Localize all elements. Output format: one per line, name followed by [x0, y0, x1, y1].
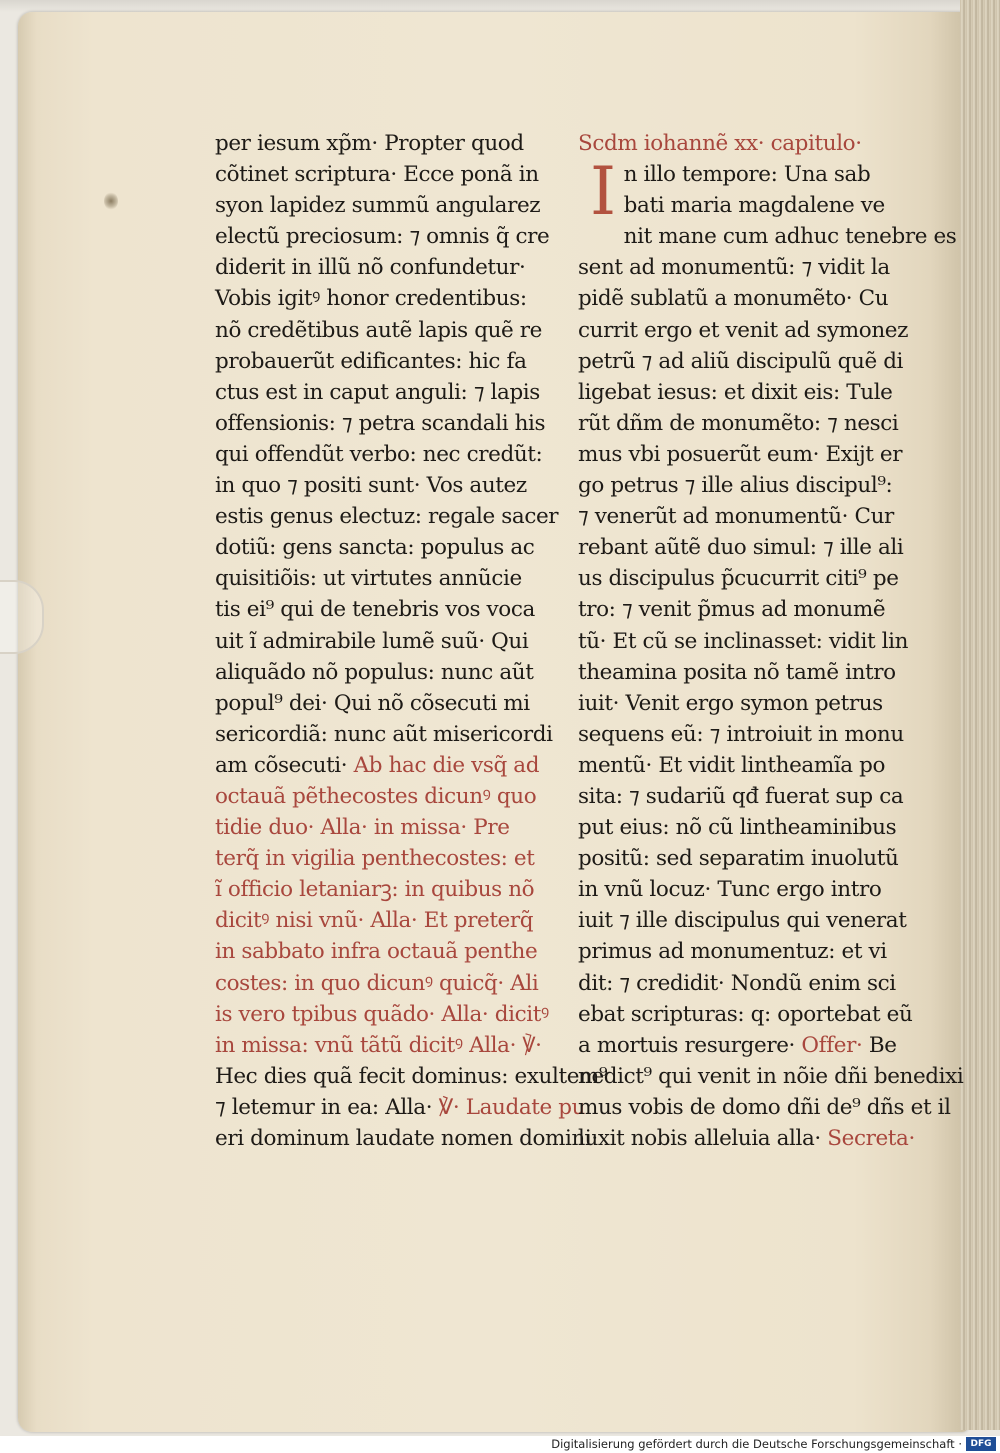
line-text: am cõsecuti· — [215, 752, 348, 778]
right-column-line — [578, 626, 928, 657]
line-text: ĩ officio letaniarꝫ: in quibus nõ — [215, 877, 535, 903]
left-column-line — [215, 315, 565, 346]
right-column-line — [578, 719, 928, 750]
line-text: rũt dñm de monumẽto: ⁊ nesci — [578, 410, 899, 436]
right-column-line — [578, 563, 928, 594]
line-text: ⁊ venerũt ad monumentũ· Cur — [578, 504, 894, 530]
line-text: pidẽ sublatũ a monumẽto· Cu — [578, 286, 889, 312]
line-text: nõ credẽtibus autẽ lapis quẽ re — [215, 317, 542, 343]
left-column-line — [215, 439, 565, 470]
line-text: ebat scripturas: q: oportebat eũ — [578, 1001, 913, 1027]
line-text: per iesum xp̃m· Propter quod — [215, 131, 524, 156]
left-column-line — [215, 1061, 608, 1092]
line-text: offensionis: ⁊ petra scandali his — [215, 410, 546, 436]
right-column-line — [578, 874, 928, 905]
line-text: us discipulus p̃cucurrit citi⁹ pe — [578, 566, 899, 592]
right-column-line — [578, 501, 928, 532]
right-column-line — [578, 1123, 928, 1154]
line-text: probauerũt edificantes: hic fa — [215, 348, 527, 374]
left-column-line — [215, 128, 565, 159]
line-text: theamina posita nõ tamẽ intro — [578, 659, 896, 685]
left-column-line — [215, 657, 565, 688]
rubric-text: Ab hac die vsq̃ ad — [347, 752, 540, 778]
left-column-line — [215, 874, 565, 905]
line-text: currit ergo et venit ad symonez — [578, 317, 909, 343]
right-column-line — [578, 315, 928, 346]
right-column-line — [578, 843, 928, 874]
right-column-line — [578, 999, 928, 1030]
line-text: octauã pẽthecostes dicunꝰ quo — [215, 783, 537, 809]
line-text: Hec dies quã fecit dominus: exultem⁹ — [215, 1063, 608, 1089]
right-column-line — [578, 190, 928, 221]
line-text: eri dominum laudate nomen domini· — [215, 1126, 598, 1151]
line-text: in missa: vnũ tãtũ dicitꝰ Alla· ℣· — [215, 1032, 542, 1058]
line-text: uit ĩ admirabile lumẽ suũ· Qui — [215, 628, 529, 654]
left-column-line — [215, 843, 565, 874]
line-text: sita: ⁊ sudariũ qđ fuerat sup ca — [578, 783, 904, 809]
line-text: ⁊ letemur in ea: Alla· — [215, 1094, 433, 1120]
right-column-line — [578, 346, 928, 377]
right-column-line — [578, 377, 928, 408]
line-text-after: Be — [862, 1032, 897, 1058]
drop-initial: I — [590, 153, 616, 231]
line-text: sericordiã: nunc aũt misericordi — [215, 721, 553, 747]
line-text: primus ad monumentuz: et vi — [578, 939, 887, 965]
line-text: electũ preciosum: ⁊ omnis q̃ cre — [215, 224, 550, 250]
line-text: luxit nobis alleluia alla· — [578, 1126, 821, 1151]
left-column-line — [215, 750, 565, 781]
right-column-line — [578, 905, 928, 936]
line-text: tidie duo· Alla· in missa· Pre — [215, 815, 510, 841]
line-text: nedict⁹ qui venit in nõie dñi benedixi — [578, 1063, 964, 1089]
line-text: popul⁹ dei· Qui nõ cõsecuti mi — [215, 690, 530, 716]
left-column-line — [215, 470, 565, 501]
right-column-line — [578, 812, 928, 843]
left-column-line — [215, 501, 565, 532]
line-text: nit mane cum adhuc tenebre es — [623, 224, 957, 250]
left-column-line — [215, 408, 565, 439]
right-column-line — [578, 1092, 951, 1123]
left-column-line — [215, 626, 565, 657]
left-column-line — [215, 190, 565, 221]
line-text: aliquãdo nõ populus: nunc aũt — [215, 659, 534, 685]
line-text: ctus est in caput anguli: ⁊ lapis — [215, 379, 540, 405]
line-text: positũ: sed separatim inuolutũ — [578, 846, 899, 872]
left-column-line — [215, 563, 565, 594]
left-column-line — [215, 221, 565, 252]
line-text: sequens eũ: ⁊ introiuit in monu — [578, 721, 904, 747]
line-text: mus vbi posuerũt eum· Exijt er — [578, 441, 903, 467]
left-column-line — [215, 968, 565, 999]
left-column-line — [215, 688, 565, 719]
right-column-line — [578, 252, 928, 283]
right-column-line — [578, 408, 928, 439]
left-column-line — [215, 1092, 586, 1123]
right-column-line — [578, 936, 928, 967]
line-text: quisitiõis: ut virtutes annũcie — [215, 566, 522, 592]
left-column-line — [215, 1030, 565, 1061]
line-text: sent ad monumentũ: ⁊ vidit la — [578, 255, 890, 281]
funding-notice: Digitalisierung gefördert durch die Deutsche Forschungsgemeinschaft · — [551, 1437, 962, 1451]
line-text: estis genus electuz: regale sacer — [215, 504, 559, 530]
line-text: petrũ ⁊ ad aliũ discipulũ quẽ di — [578, 348, 904, 374]
right-column-line — [578, 657, 928, 688]
line-text: iuit· Venit ergo symon petrus — [578, 690, 883, 716]
line-text: in vnũ locuz· Tunc ergo intro — [578, 877, 882, 903]
right-column-line — [578, 594, 928, 625]
gospel-heading: Scdm iohannẽ xx· capitulo· — [578, 131, 862, 156]
dfg-logo: DFG — [966, 1437, 996, 1451]
left-column-line — [215, 936, 565, 967]
line-text: bati maria magdalene ve — [623, 193, 885, 219]
footer-bar — [0, 1436, 1000, 1453]
line-text: go petrus ⁊ ille alius discipul⁹: — [578, 473, 893, 499]
right-column-line — [578, 159, 928, 190]
line-text: mus vobis de domo dñi de⁹ dñs et il — [578, 1094, 951, 1120]
line-text: tis ei⁹ qui de tenebris vos voca — [215, 597, 535, 623]
line-text: tro: ⁊ venit p̃mus ad monumẽ — [578, 597, 886, 623]
right-column-line — [578, 1030, 928, 1061]
line-text: dicitꝰ nisi vnũ· Alla· Et preterq̃ — [215, 908, 534, 934]
right-column-line — [578, 688, 928, 719]
left-column-line — [215, 781, 565, 812]
right-column-line — [578, 532, 928, 563]
left-column-line — [215, 532, 565, 563]
line-text: costes: in quo dicunꝰ quicq̃· Ali — [215, 970, 539, 996]
line-text: n illo tempore: Una sab — [623, 162, 871, 188]
left-text-column — [215, 128, 608, 1154]
left-column-line — [215, 905, 565, 936]
line-text: in sabbato infra octauã penthe — [215, 939, 538, 965]
rubric-text: ℣· Laudate pu — [432, 1094, 586, 1120]
left-column-line — [215, 283, 565, 314]
right-column-line — [578, 470, 928, 501]
line-text: diderit in illũ nõ confundetur· — [215, 255, 526, 281]
left-column-line — [215, 159, 565, 190]
line-text: mentũ· Et vidit lintheamĩa po — [578, 752, 886, 778]
line-text: tũ· Et cũ se inclinasset: vidit lin — [578, 628, 909, 654]
ink-stain — [104, 192, 118, 210]
left-column-line — [215, 719, 565, 750]
right-column-line — [578, 1061, 964, 1092]
left-column-line — [215, 999, 565, 1030]
left-column-line — [215, 1123, 598, 1154]
right-text-column — [578, 128, 964, 1154]
line-text: cõtinet scriptura· Ecce ponã in — [215, 162, 539, 188]
line-text: qui offendũt verbo: nec credũt: — [215, 441, 543, 467]
line-text: syon lapidez summũ angularez — [215, 193, 541, 219]
line-text: dotiũ: gens sancta: populus ac — [215, 535, 535, 561]
right-column-line — [578, 439, 928, 470]
rubric-text: Secreta· — [820, 1126, 915, 1151]
right-column-line — [578, 221, 957, 252]
line-text: iuit ⁊ ille discipulus qui venerat — [578, 908, 907, 934]
page-edges — [960, 0, 1000, 1430]
left-column-line — [215, 377, 565, 408]
line-text: ligebat iesus: et dixit eis: Tule — [578, 379, 893, 405]
right-column-line — [578, 781, 928, 812]
right-column-line — [578, 968, 928, 999]
left-column-line — [215, 252, 565, 283]
line-text: in quo ⁊ positi sunt· Vos autez — [215, 473, 527, 499]
line-text: Vobis igitꝰ honor credentibus: — [215, 286, 527, 312]
line-text: put eius: nõ cũ lintheaminibus — [578, 815, 897, 841]
line-text: a mortuis resurgere· — [578, 1032, 795, 1058]
line-text: is vero tpibus quãdo· Alla· dicitꝰ — [215, 1001, 549, 1027]
line-text: terq̃ in vigilia penthecostes: et — [215, 846, 535, 872]
right-column-line — [578, 283, 928, 314]
line-text: dit: ⁊ credidit· Nondũ enim sci — [578, 970, 896, 996]
rubric-text: Offer· — [794, 1032, 863, 1058]
left-column-line — [215, 594, 565, 625]
scan-top-strip — [0, 0, 1000, 12]
left-column-line — [215, 346, 565, 377]
left-column-line — [215, 812, 565, 843]
right-column-line — [578, 750, 928, 781]
line-text: rebant aũtẽ duo simul: ⁊ ille ali — [578, 535, 904, 561]
